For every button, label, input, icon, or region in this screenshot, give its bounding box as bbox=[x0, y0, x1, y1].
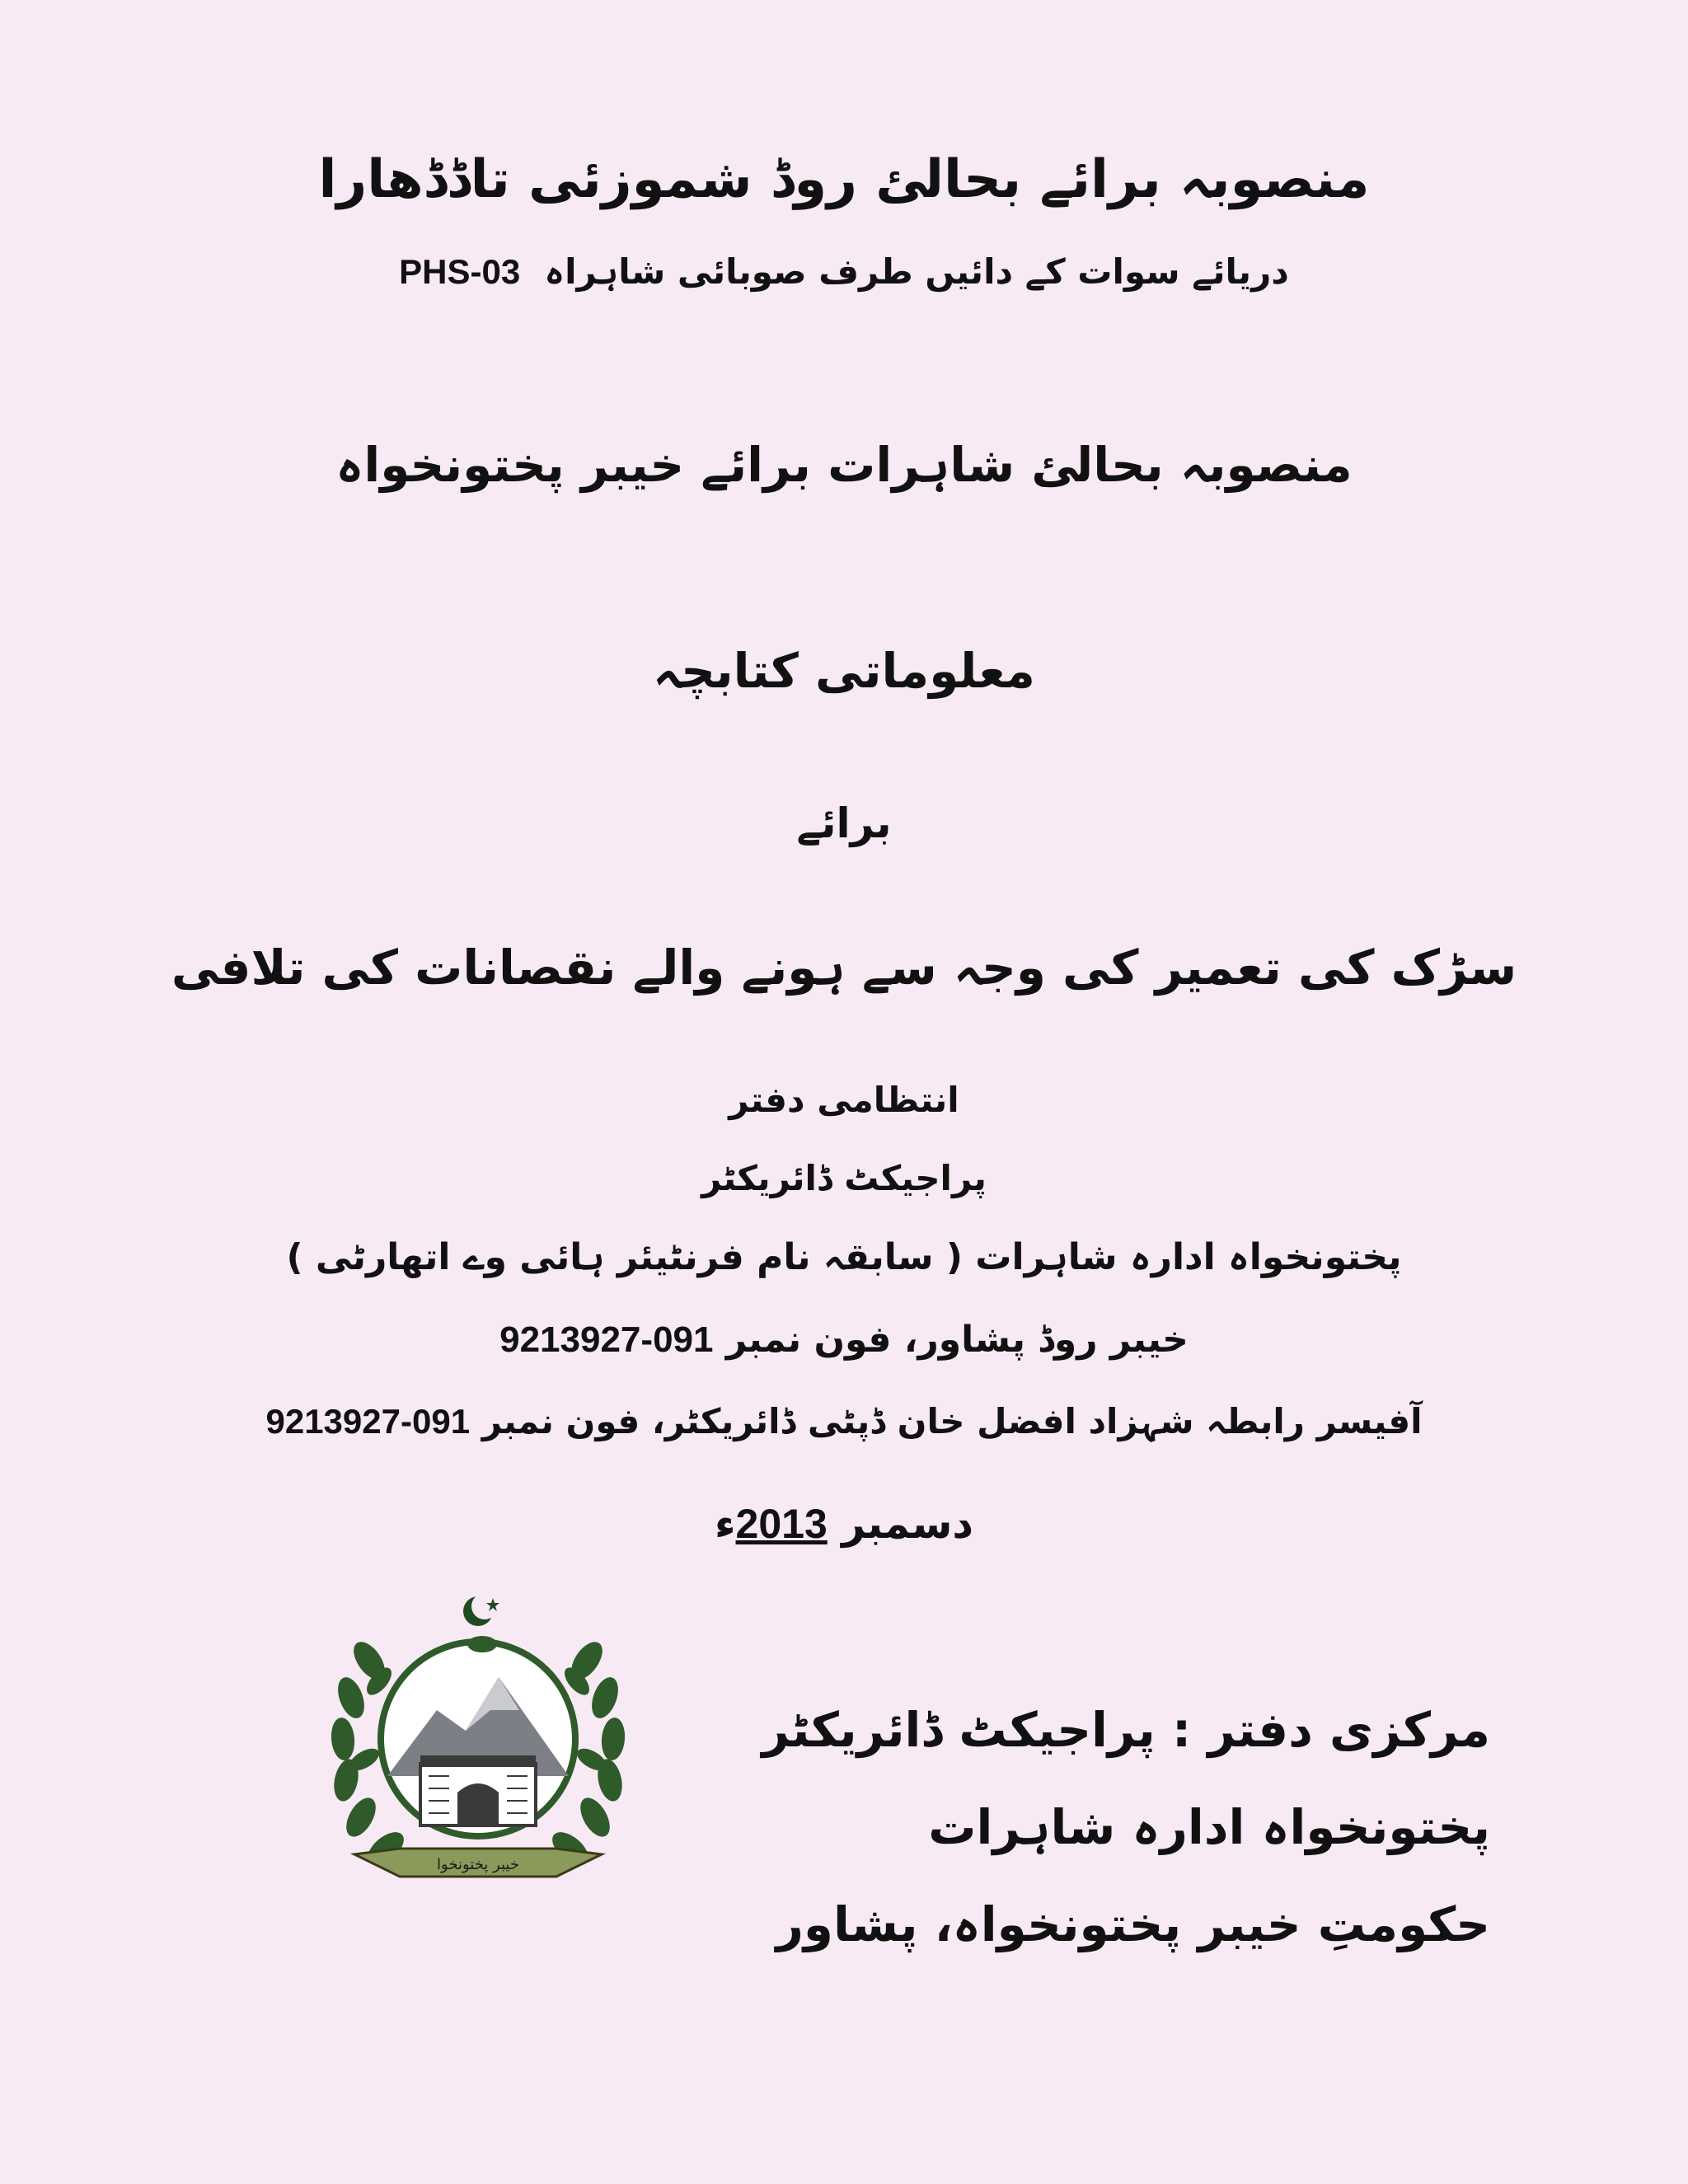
head-office-line3: حکومتِ خیبر پختونخواہ، پشاور bbox=[776, 1896, 1490, 1952]
subtitle-text: دریائے سوات کے دائیں طرف صوبائی شاہراہ bbox=[544, 251, 1289, 292]
date-month: دسمبر bbox=[842, 1500, 974, 1548]
topic-title: سڑک کی تعمیر کی وجہ سے ہونے والے نقصانات کی تلافی bbox=[171, 940, 1517, 996]
road-code: PHS-03 bbox=[399, 252, 521, 291]
ribbon-text: خیبر پختونخوا bbox=[437, 1856, 519, 1873]
kp-government-emblem bbox=[321, 1586, 635, 1900]
emblem-ribbon bbox=[354, 1849, 602, 1877]
admin-office-organization: پختونخواہ ادارہ شاہرات ( سابقہ نام فرنٹیئر ہائی وے اتھارٹی ) bbox=[286, 1236, 1402, 1278]
address-phone: 091-9213927 bbox=[499, 1319, 714, 1360]
date-year: 2013 bbox=[735, 1501, 828, 1547]
document-title: منصوبہ برائے بحالئ روڈ شموزئی تاڈڈھارا bbox=[318, 149, 1370, 210]
head-office-block bbox=[748, 1681, 1490, 1973]
document-date bbox=[0, 1500, 1688, 1548]
khyber-gate-icon bbox=[420, 1755, 536, 1825]
booklet-title: معلوماتی کتابچہ bbox=[653, 643, 1035, 699]
contact-text: آفیسر رابطہ شہزاد افضل خان ڈپٹی ڈائریکٹر، فون نمبر bbox=[481, 1401, 1423, 1441]
admin-office-address bbox=[0, 1319, 1688, 1361]
admin-office-role: پراجیکٹ ڈائریکٹر bbox=[701, 1158, 987, 1198]
crescent-star-icon bbox=[463, 1593, 499, 1626]
head-office-line2: پختونخواہ ادارہ شاہرات bbox=[928, 1799, 1490, 1855]
admin-office-label: انتظامی دفتر bbox=[729, 1080, 959, 1120]
admin-office-contact bbox=[0, 1401, 1688, 1441]
program-title: منصوبہ بحالئ شاہرات برائے خیبر پختونخواہ bbox=[335, 437, 1353, 493]
head-office-line1: مرکزی دفتر : پراجیکٹ ڈائریکٹر bbox=[762, 1702, 1490, 1758]
for-label: برائے bbox=[796, 799, 892, 847]
document-subtitle bbox=[0, 251, 1688, 292]
contact-phone: 091-9213927 bbox=[265, 1402, 471, 1441]
date-suffix: ء bbox=[714, 1500, 736, 1548]
address-text: خیبر روڈ پشاور، فون نمبر bbox=[725, 1319, 1189, 1361]
